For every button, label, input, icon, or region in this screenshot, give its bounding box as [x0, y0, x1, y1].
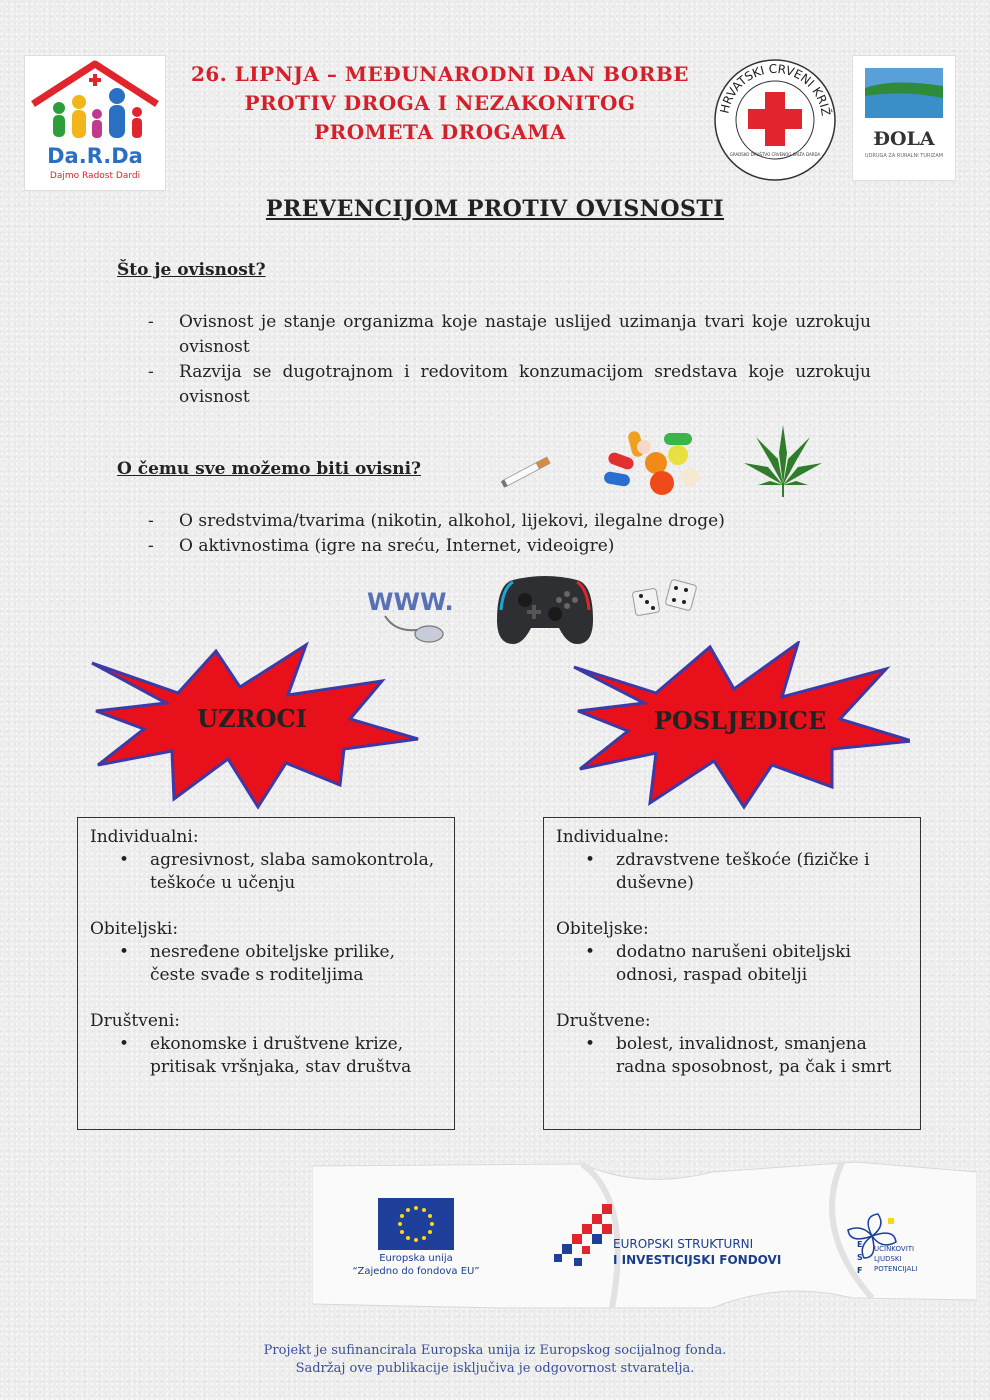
- question-what-is-addiction: Što je ovisnost?: [117, 260, 266, 280]
- disclaimer-line: Sadržaj ove publikacije isključiva je odgovornost stvaratelja.: [295, 1361, 695, 1376]
- list-item: - Razvija se dugotrajnom i redovitom konzumacijom sredstava koje uzrokuju ovisnost: [148, 362, 871, 407]
- category-title: Obiteljske:: [556, 919, 649, 939]
- eu-label-line: Europska unija: [379, 1253, 453, 1264]
- internet-mouse-icon: [365, 586, 457, 648]
- esf-text-line: LJUDSKI: [874, 1255, 902, 1263]
- eu-label: [340, 1252, 492, 1278]
- list-item: • ekonomske i društvene krize, pritisak vršnjaka, stav društva: [90, 1033, 442, 1079]
- list-item: • dodatno narušeni obiteljski odnosi, raspad obitelji: [556, 941, 908, 987]
- esif-line: I INVESTICIJSKI FONDOVI: [613, 1253, 782, 1267]
- list-item: - O sredstvima/tvarima (nikotin, alkohol, lijekovi, ilegalne droge): [148, 511, 725, 531]
- darda-logo-name: Da.R.Da: [47, 144, 143, 168]
- dola-logo-name: ĐOLA: [873, 128, 935, 150]
- cigarette-icon: [497, 446, 557, 496]
- category-title: Individualne:: [556, 827, 670, 847]
- list-item: • bolest, invalidnost, smanjena radna sposobnost, pa čak i smrt: [556, 1033, 908, 1079]
- consequences-heading: POSLJEDICE: [653, 706, 827, 735]
- causes-starburst: [82, 641, 422, 811]
- disclaimer: [0, 1342, 990, 1378]
- dola-logo-subtitle: UDRUGA ZA RURALNI TURIZAM: [864, 153, 944, 159]
- consequences-box: [543, 817, 921, 1130]
- list-item: • nesređene obiteljske prilike, česte svađe s roditeljima: [90, 941, 442, 987]
- cannabis-leaf-icon: [742, 423, 824, 498]
- eu-flag-icon: [378, 1198, 454, 1250]
- list-item: - O aktivnostima (igre na sreću, Internet, videoigre): [148, 536, 615, 556]
- landscape-icon: [853, 56, 955, 126]
- eu-label-line: “Zajedno do fondova EU”: [352, 1266, 480, 1277]
- darda-logo-tagline: Dajmo Radost Dardi: [49, 171, 141, 181]
- dola-logo: [852, 55, 956, 181]
- definition-list: [118, 310, 871, 410]
- esf-text-line: POTENCIJALI: [874, 1265, 918, 1273]
- causes-heading: UZROCI: [197, 704, 307, 733]
- pills-icon: [598, 425, 706, 497]
- esf-text: [874, 1244, 917, 1274]
- esf-letter: E: [857, 1240, 863, 1249]
- list-item: - Ovisnost je stanje organizma koje nastaje uslijed uzimanja tvari koje uzrokuju ovisnost: [148, 312, 871, 357]
- category-title: Individualni:: [90, 827, 199, 847]
- category-title: Društvene:: [556, 1011, 651, 1031]
- addiction-types-list: [118, 509, 871, 559]
- list-item: • zdravstvene teškoće (fizičke i duševne): [556, 849, 908, 895]
- main-title: PREVENCIJOM PROTIV OVISNOSTI: [265, 196, 725, 222]
- category-title: Društveni:: [90, 1011, 181, 1031]
- category-title: Obiteljski:: [90, 919, 179, 939]
- list-item: • agresivnost, slaba samokontrola, teškoće u učenju: [90, 849, 442, 895]
- consequences-starburst: [570, 641, 910, 811]
- header-title-line: PROTIV DROGA I NEZAKONITOG: [244, 91, 636, 115]
- header-title-line: PROMETA DROGAMA: [314, 120, 566, 144]
- gamepad-icon: [495, 570, 595, 648]
- esif-text: [613, 1236, 781, 1268]
- header-title: [175, 60, 705, 147]
- www-text: WWW.: [367, 588, 454, 616]
- esf-letter: S: [857, 1253, 863, 1262]
- causes-box: [77, 817, 455, 1130]
- red-cross-inner-text: GRADSKO DRUŠTVO CRVENOG KRIŽA DARDA: [729, 152, 821, 157]
- red-cross-logo: [713, 58, 837, 182]
- darda-logo: [24, 55, 166, 191]
- esif-line: EUROPSKI STRUKTURNI: [613, 1237, 754, 1251]
- esf-text-line: UČINKOVITI: [874, 1245, 915, 1253]
- esf-letters: [857, 1238, 863, 1277]
- dice-icon: [630, 578, 702, 618]
- esf-letter: F: [857, 1266, 863, 1275]
- question-addiction-types: O čemu sve možemo biti ovisni?: [117, 459, 421, 479]
- red-cross-ring-text: HRVATSKI CRVENI KRIŽ: [717, 61, 833, 117]
- disclaimer-line: Projekt je sufinancirala Europska unija iz Europskog socijalnog fonda.: [263, 1343, 727, 1358]
- family-house-icon: [25, 56, 165, 146]
- header-title-line: 26. LIPNJA – MEĐUNARODNI DAN BORBE: [190, 62, 690, 86]
